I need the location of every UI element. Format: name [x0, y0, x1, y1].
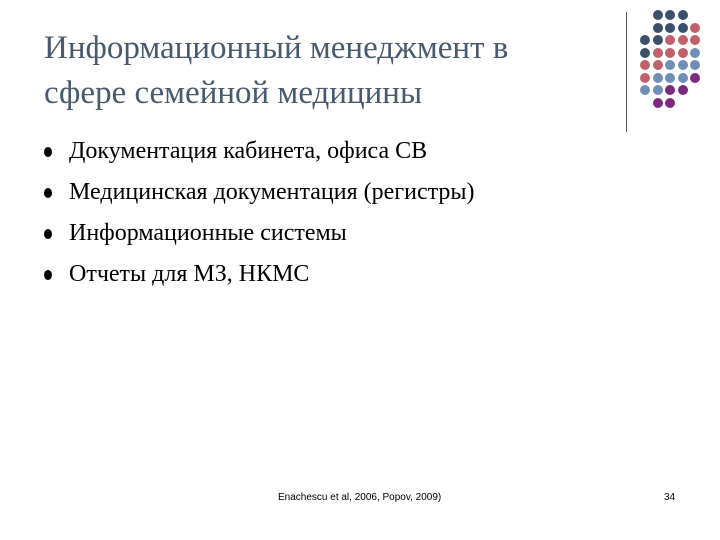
decorative-dot	[690, 35, 700, 45]
decorative-dot	[640, 35, 650, 45]
decorative-dot	[678, 23, 688, 33]
decorative-dot-grid	[640, 10, 720, 120]
decorative-dot	[678, 60, 688, 70]
decorative-dot	[653, 85, 663, 95]
bullet-text: Медицинская документация (регистры)	[69, 179, 475, 205]
bullet-marker-icon	[44, 270, 52, 280]
decorative-dot	[690, 23, 700, 33]
decorative-dot	[678, 85, 688, 95]
decorative-dot	[653, 35, 663, 45]
decorative-dot	[665, 60, 675, 70]
decorative-dot	[665, 48, 675, 58]
bullet-text: Отчеты для МЗ, НКМС	[69, 261, 310, 287]
decorative-dot	[653, 60, 663, 70]
decorative-divider-line	[626, 12, 627, 132]
bullet-marker-icon	[44, 229, 52, 239]
decorative-dot	[653, 48, 663, 58]
decorative-dot	[678, 35, 688, 45]
decorative-dot	[640, 73, 650, 83]
page-number: 34	[664, 492, 676, 503]
bullet-item	[44, 259, 475, 300]
decorative-dot	[678, 73, 688, 83]
decorative-dot	[653, 23, 663, 33]
decorative-dot	[690, 60, 700, 70]
decorative-dot	[665, 35, 675, 45]
bullet-marker-icon	[44, 147, 52, 157]
decorative-dot	[665, 73, 675, 83]
bullet-item	[44, 218, 475, 259]
bullet-text: Документация кабинета, офиса СВ	[69, 138, 428, 164]
slide-title-line-2: сфере семейной медицины	[44, 75, 423, 111]
slide-title-line-1: Информационный менеджмент в	[44, 30, 509, 66]
decorative-dot	[640, 60, 650, 70]
bullet-text: Информационные системы	[69, 220, 347, 246]
bullet-list	[44, 136, 475, 300]
slide-title	[44, 26, 604, 116]
decorative-dot	[665, 23, 675, 33]
decorative-dot	[690, 48, 700, 58]
decorative-dot	[678, 10, 688, 20]
bullet-item	[44, 177, 475, 218]
decorative-dot	[665, 98, 675, 108]
decorative-dot	[653, 10, 663, 20]
decorative-dot	[665, 85, 675, 95]
decorative-dot	[690, 73, 700, 83]
decorative-dot	[665, 10, 675, 20]
decorative-dot	[678, 48, 688, 58]
decorative-dot	[640, 48, 650, 58]
decorative-dot	[653, 98, 663, 108]
decorative-dot	[640, 85, 650, 95]
bullet-item	[44, 136, 475, 177]
decorative-dot	[653, 73, 663, 83]
footer-citation: Enachescu et al, 2006, Popov, 2009)	[278, 492, 442, 503]
bullet-marker-icon	[44, 188, 52, 198]
